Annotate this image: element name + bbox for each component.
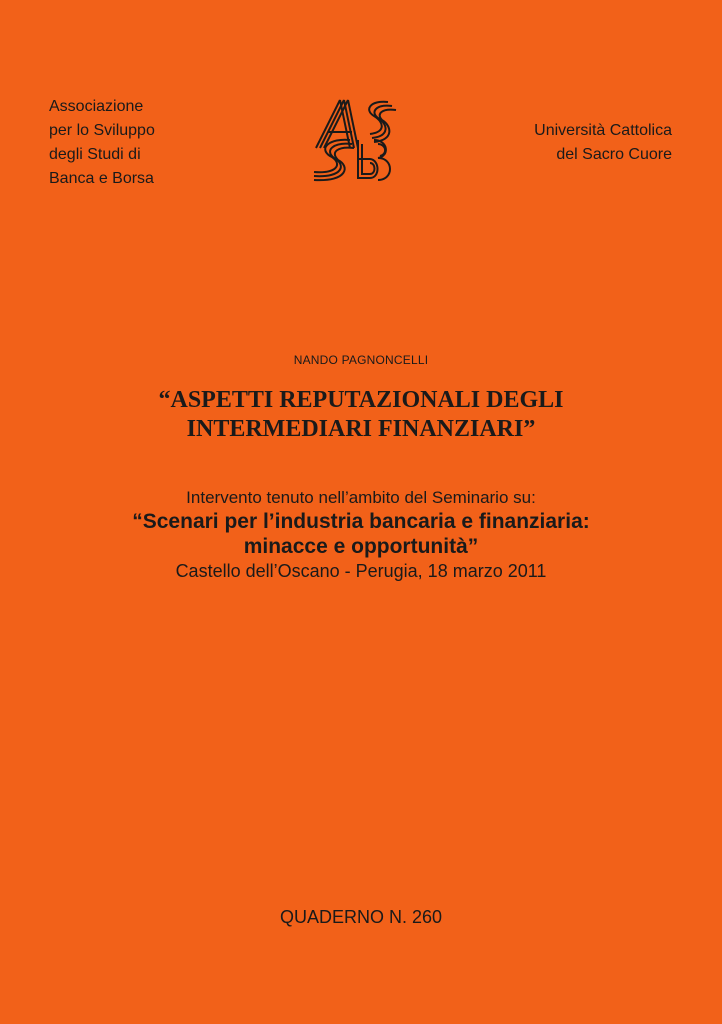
- title-line: INTERMEDIARI FINANZIARI”: [186, 416, 536, 442]
- quaderno-number: QUADERNO N. 260: [279, 907, 443, 927]
- title-line: “ASPETTI REPUTAZIONALI DEGLI: [158, 387, 564, 413]
- seminar-title-line: minacce e opportunità”: [243, 535, 479, 558]
- seminar-title-line: “Scenari per l’industria bancaria e finanziaria:: [132, 510, 590, 533]
- seminar-block: [0, 487, 722, 584]
- association-line: degli Studi di: [49, 146, 141, 163]
- association-line: Associazione: [49, 98, 144, 115]
- university-line: Università Cattolica: [534, 122, 672, 139]
- author-name: NANDO PAGNONCELLI: [293, 353, 429, 367]
- document-title: [0, 386, 722, 444]
- university-line: del Sacro Cuore: [556, 146, 672, 163]
- association-line: Banca e Borsa: [49, 170, 154, 187]
- university-name: [534, 119, 672, 167]
- seminar-place-date: Castello dell’Oscano - Perugia, 18 marzo 2011: [175, 561, 547, 581]
- association-line: per lo Sviluppo: [49, 122, 155, 139]
- assbb-logo-icon: [310, 96, 398, 182]
- seminar-intro: Intervento tenuto nell’ambito del Seminario su:: [186, 488, 536, 507]
- association-name: [49, 95, 155, 191]
